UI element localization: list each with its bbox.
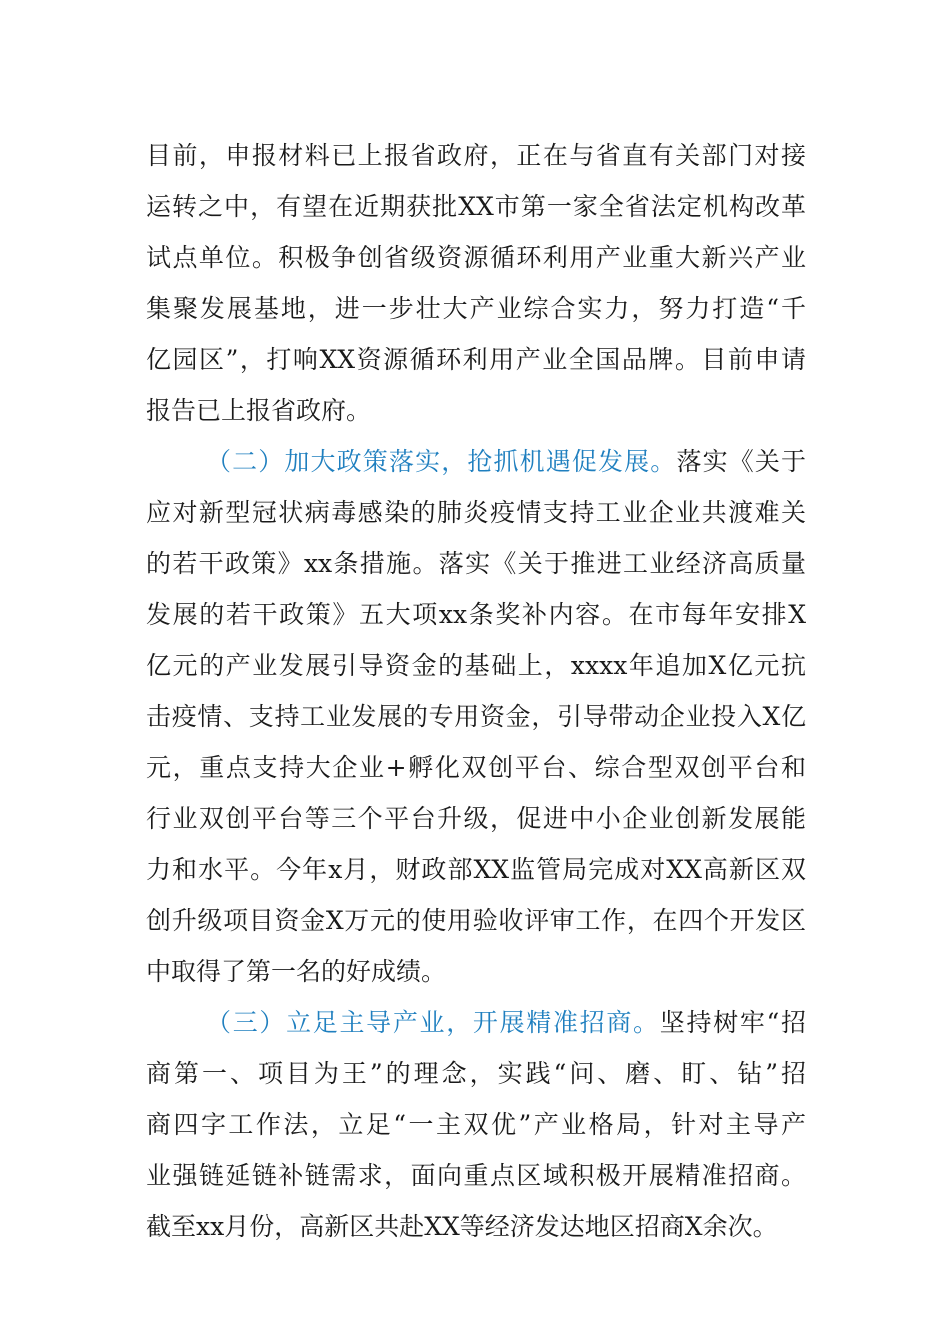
section-heading-3: （三）立足主导产业，开展精准招商。 xyxy=(206,1008,660,1037)
paragraph-line: 运转之中，有望在近期获批XX市第一家全省法定机构改革 xyxy=(146,192,806,221)
paragraph-1 xyxy=(146,130,806,436)
paragraph-line: 截至xx月份，高新区共赴XX等经济发达地区招商X余次。 xyxy=(146,1212,778,1241)
paragraph-line: 业强链延链补链需求，面向重点区域积极开展精准招商。 xyxy=(146,1161,806,1190)
paragraph-3 xyxy=(146,997,806,1252)
paragraph-line: 行业双创平台等三个平台升级，促进中小企业创新发展能 xyxy=(146,804,806,833)
paragraph-line: 的若干政策》xx条措施。落实《关于推进工业经济高质量 xyxy=(146,549,806,578)
paragraph-line: 应对新型冠状病毒感染的肺炎疫情支持工业企业共渡难关 xyxy=(146,498,806,527)
paragraph-line: 发展的若干政策》五大项xx条奖补内容。在市每年安排X xyxy=(146,600,806,629)
paragraph-first-line xyxy=(146,436,806,487)
paragraph-line: 目前，申报材料已上报省政府，正在与省直有关部门对接 xyxy=(146,141,806,170)
heading-continuation: 落实《关于 xyxy=(676,447,806,476)
paragraph-first-line xyxy=(146,997,806,1048)
paragraph-line: 力和水平。今年x月，财政部XX监管局完成对XX高新区双 xyxy=(146,855,806,884)
paragraph-line: 击疫情、支持工业发展的专用资金，引导带动企业投入X亿 xyxy=(146,702,806,731)
paragraph-line: 元，重点支持大企业+孵化双创平台、综合型双创平台和 xyxy=(146,753,806,782)
paragraph-line: 商第一、项目为王”的理念，实践“问、磨、盯、钻”招 xyxy=(146,1059,806,1088)
document-body xyxy=(146,130,806,1252)
paragraph-line: 创升级项目资金X万元的使用验收评审工作，在四个开发区 xyxy=(146,906,806,935)
paragraph-line: 商四字工作法，立足“一主双优”产业格局，针对主导产 xyxy=(146,1110,806,1139)
paragraph-line: 报告已上报省政府。 xyxy=(146,396,372,425)
paragraph-2 xyxy=(146,436,806,997)
paragraph-line: 试点单位。积极争创省级资源循环利用产业重大新兴产业 xyxy=(146,243,806,272)
paragraph-line: 中取得了第一名的好成绩。 xyxy=(146,957,447,986)
heading-continuation: 坚持树牢“招 xyxy=(659,1008,806,1037)
paragraph-line: 集聚发展基地，进一步壮大产业综合实力，努力打造“千 xyxy=(146,294,806,323)
paragraph-line: 亿园区”，打响XX资源循环利用产业全国品牌。目前申请 xyxy=(146,345,806,374)
section-heading-2: （二）加大政策落实，抢抓机遇促发展。 xyxy=(206,447,677,476)
paragraph-line: 亿元的产业发展引导资金的基础上，xxxx年追加X亿元抗 xyxy=(146,651,806,680)
